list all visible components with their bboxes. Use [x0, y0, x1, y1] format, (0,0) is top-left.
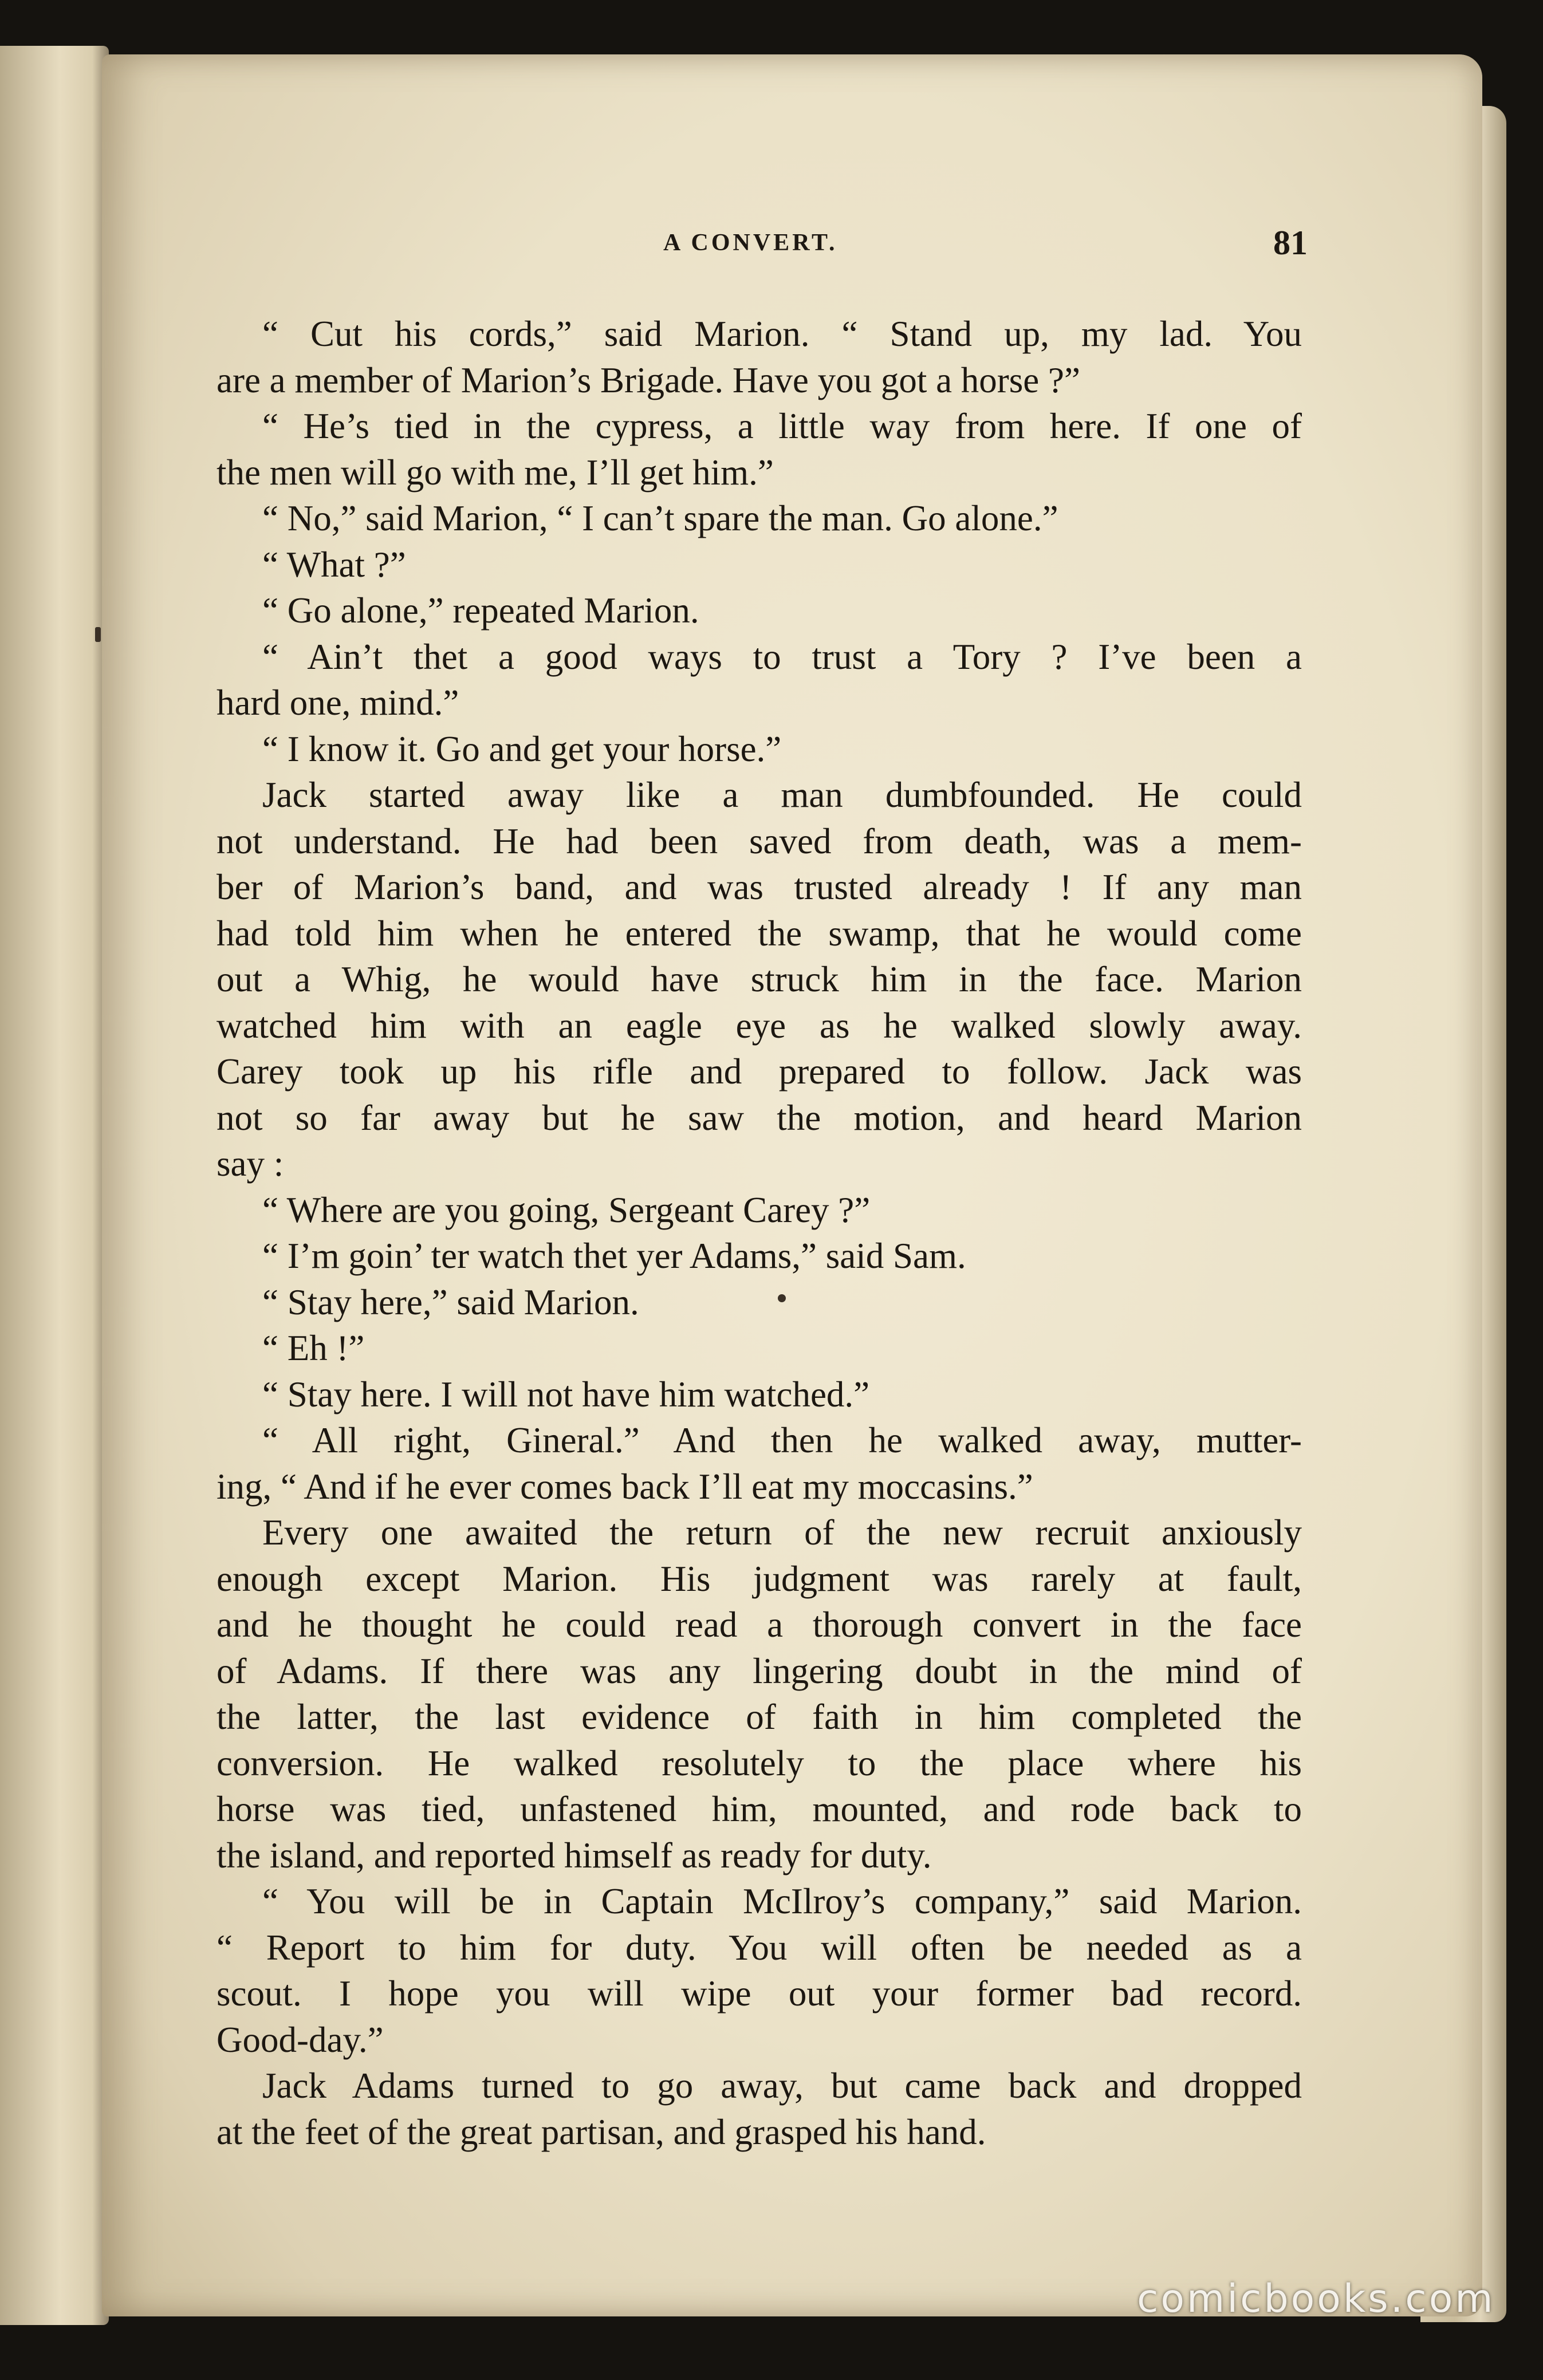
- paragraph: [217, 1233, 1302, 1279]
- text-line: “ You will be in Captain McIlroy’s company,” said Marion.: [262, 1881, 1302, 1921]
- text-line: “ All right, Gineral.” And then he walked away, mutter-: [262, 1420, 1302, 1460]
- text-line: Carey took up his rifle and prepared to follow. Jack was: [217, 1051, 1302, 1092]
- text-line: “ What ?”: [262, 544, 406, 585]
- paragraph: [217, 1372, 1302, 1418]
- text-line: “ Stay here,” said Marion.: [262, 1282, 639, 1322]
- text-line: “ No,” said Marion, “ I can’t spare the man. Go alone.”: [262, 498, 1058, 538]
- text-line: say :: [217, 1144, 284, 1184]
- text-line: Jack started away like a man dumbfounded. He could: [262, 775, 1302, 815]
- text-line: are a member of Marion’s Brigade. Have you got a horse ?”: [217, 360, 1080, 400]
- text-line: ing, “ And if he ever comes back I’ll eat my moccasins.”: [217, 1466, 1033, 1507]
- paragraph: [217, 1325, 1302, 1372]
- facing-page-edge: [0, 46, 109, 2325]
- watermark: comicbooks.com: [1137, 2276, 1495, 2322]
- paragraph: [217, 1510, 1302, 1878]
- book-page: [102, 54, 1482, 2316]
- paragraph: [217, 403, 1302, 495]
- text-line: not understand. He had been saved from death, was a mem-: [217, 821, 1302, 861]
- text-line: the island, and reported himself as ready for duty.: [217, 1835, 932, 1875]
- text-line: Good-day.”: [217, 2019, 384, 2060]
- ink-speck: [778, 1294, 786, 1302]
- text-line: at the feet of the great partisan, and grasped his hand.: [217, 2111, 986, 2152]
- text-line: enough except Marion. His judgment was rarely at fault,: [217, 1558, 1302, 1599]
- text-line: watched him with an eagle eye as he walked slowly away.: [217, 1005, 1302, 1046]
- text-line: of Adams. If there was any lingering doubt in the mind of: [217, 1650, 1302, 1691]
- text-line: “ Report to him for duty. You will often be needed as a: [217, 1927, 1302, 1968]
- running-head: [102, 224, 1482, 263]
- paragraph: [217, 542, 1302, 588]
- text-line: “ Ain’t thet a good ways to trust a Tory ? I’ve been a: [262, 636, 1302, 677]
- paragraph: [217, 588, 1302, 634]
- paragraph: [217, 2063, 1302, 2155]
- text-line: not so far away but he saw the motion, and heard Marion: [217, 1097, 1302, 1138]
- page-number: 81: [1273, 224, 1308, 262]
- paragraph: [217, 1878, 1302, 2063]
- paragraph: [217, 1417, 1302, 1510]
- paragraph: [217, 495, 1302, 542]
- body-text: [217, 311, 1302, 2155]
- text-line: scout. I hope you will wipe out your former bad record.: [217, 1973, 1302, 2013]
- text-line: “ Cut his cords,” said Marion. “ Stand up, my lad. You: [262, 314, 1302, 354]
- text-line: horse was tied, unfastened him, mounted, and rode back to: [217, 1789, 1302, 1829]
- text-line: “ I know it. Go and get your horse.”: [262, 728, 782, 769]
- text-line: conversion. He walked resolutely to the place where his: [217, 1743, 1302, 1783]
- text-line: “ Stay here. I will not have him watched.”: [262, 1374, 870, 1414]
- text-line: the men will go with me, I’ll get him.”: [217, 452, 774, 492]
- text-line: “ Where are you going, Sergeant Carey ?”: [262, 1189, 871, 1230]
- text-line: Every one awaited the return of the new recruit anxiously: [262, 1512, 1302, 1552]
- paragraph: [217, 311, 1302, 403]
- paragraph: [217, 772, 1302, 1187]
- text-line: the latter, the last evidence of faith in him completed the: [217, 1697, 1302, 1737]
- paragraph: [217, 634, 1302, 726]
- text-line: had told him when he entered the swamp, that he would come: [217, 913, 1302, 953]
- text-line: and he thought he could read a thorough convert in the face: [217, 1605, 1302, 1645]
- text-line: hard one, mind.”: [217, 683, 459, 723]
- text-line: Jack Adams turned to go away, but came back and dropped: [262, 2066, 1302, 2106]
- text-line: “ I’m goin’ ter watch thet yer Adams,” said Sam.: [262, 1236, 966, 1276]
- paragraph: [217, 726, 1302, 773]
- paragraph: [217, 1279, 1302, 1326]
- margin-mark: [95, 627, 101, 642]
- paragraph: [217, 1187, 1302, 1234]
- text-line: out a Whig, he would have struck him in the face. Marion: [217, 959, 1302, 999]
- text-line: “ Eh !”: [262, 1328, 365, 1368]
- text-line: “ Go alone,” repeated Marion.: [262, 590, 699, 631]
- text-line: “ He’s tied in the cypress, a little way from here. If one of: [262, 406, 1302, 446]
- text-line: ber of Marion’s band, and was trusted already ! If any man: [217, 867, 1302, 907]
- chapter-title: A CONVERT.: [663, 230, 838, 256]
